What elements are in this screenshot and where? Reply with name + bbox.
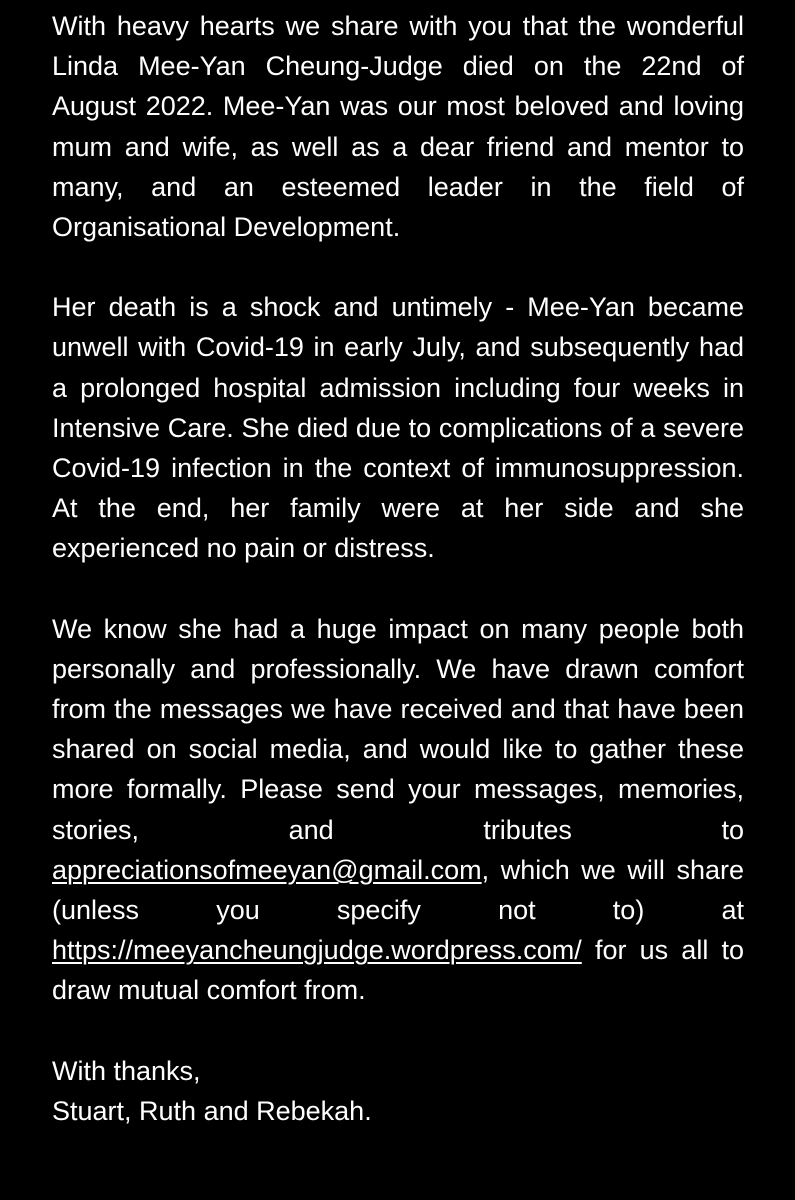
tributes-text-share: , which we will share (unless you specify not to) at xyxy=(52,854,744,926)
tributes-text: We know she had a huge impact on many people both personally and professionally. We have drawn comfort from the messages we have received and that have been shared on social media, and would like to gather these more formally. Please send your messages, memories, stories, and tributes to xyxy=(52,613,744,845)
closing-signoff xyxy=(52,1051,744,1131)
email-link[interactable]: appreciationsofmeeyan@gmail.com xyxy=(52,854,482,885)
paragraph-tributes-request xyxy=(52,609,744,1011)
closing-line: With thanks, xyxy=(52,1055,201,1086)
signature-line: Stuart, Ruth and Rebekah. xyxy=(52,1095,372,1126)
blog-url-link[interactable]: https://meeyancheungjudge.wordpress.com/ xyxy=(52,935,582,966)
tributes-text-closing: for us all to draw mutual comfort from. xyxy=(52,935,744,1006)
letter-body xyxy=(52,6,744,1131)
paragraph-cause-of-death: Her death is a shock and untimely - Mee-Yan became unwell with Covid-19 in early July, and subsequently had a prolonged hospital admission including four weeks in Intensive Care. She died due to complications of a severe Covid-19 infection in the context of immunosuppression. At the end, her family were at her side and she experienced no pain or distress. xyxy=(52,292,744,564)
paragraph-announcement: With heavy hearts we share with you that the wonderful Linda Mee-Yan Cheung-Judge died on the 22nd of August 2022. Mee-Yan was our most beloved and loving mum and wife, as well as a dear friend and mentor to many, and an esteemed leader in the field of Organisational Development. xyxy=(52,11,744,243)
